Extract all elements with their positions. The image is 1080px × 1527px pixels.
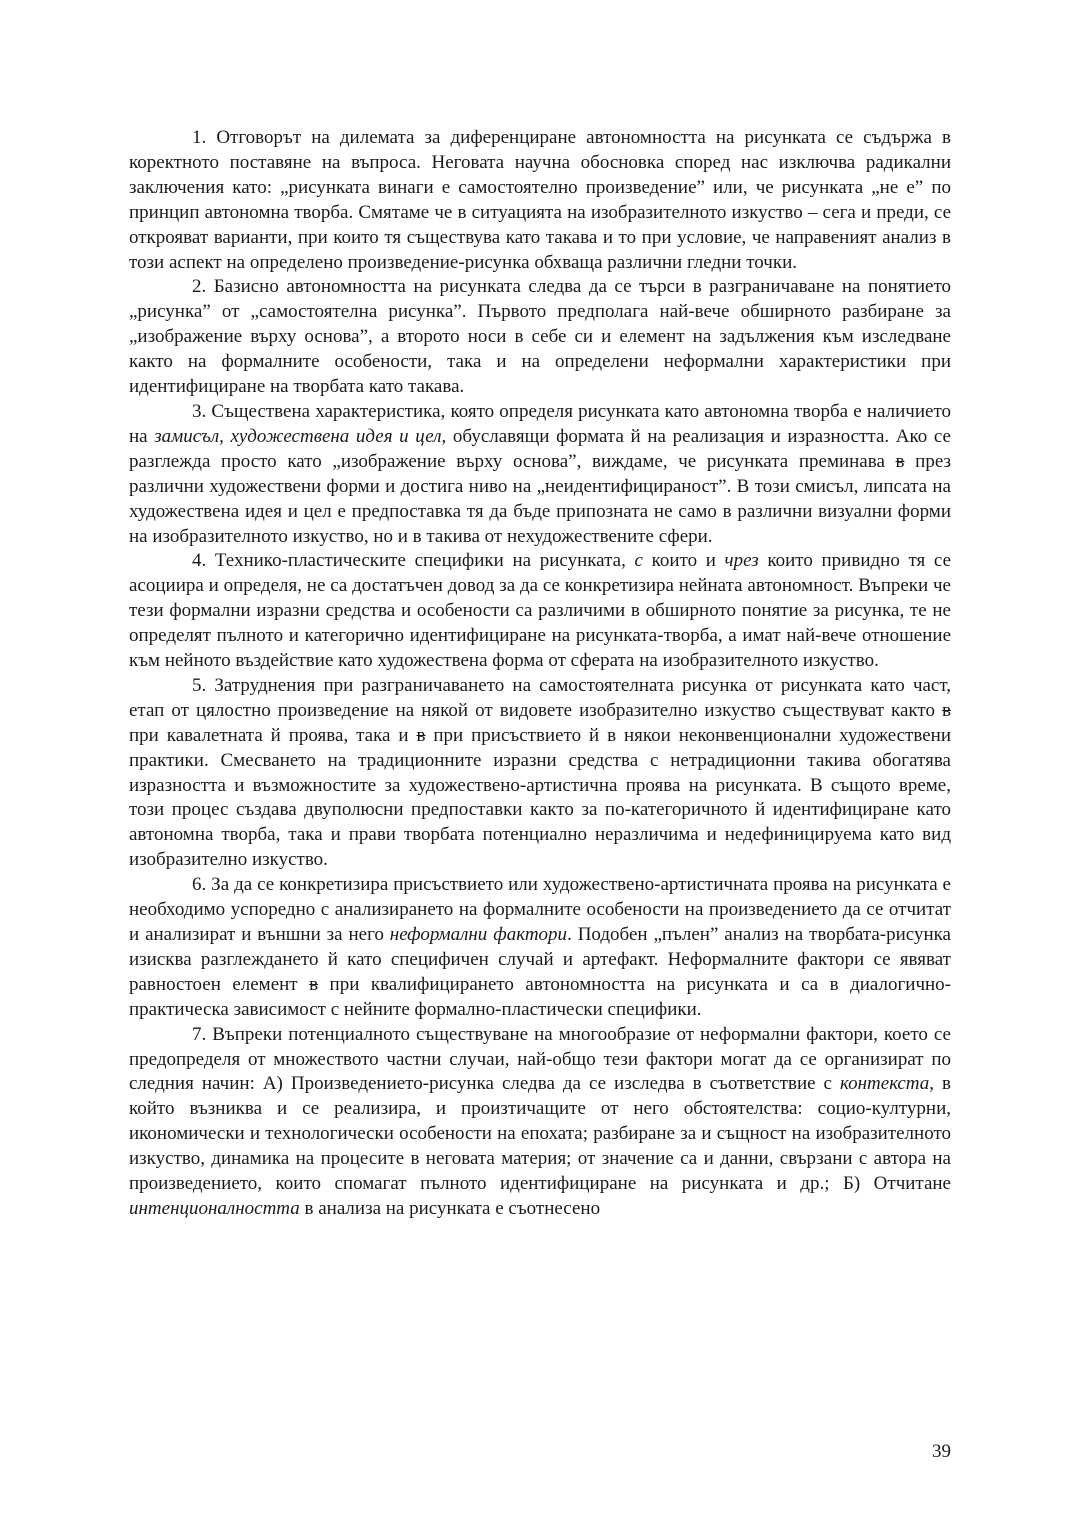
text-run: 6. За да се конкретизира присъствието или художествено-артистичната проява на рисунката е необходимо успоредно с анализирането на формалните особености на произведението да се отчитат и анализират и външни за него: [129, 874, 951, 945]
text-run: , в който възниква и се реализира, и произтичащите от него обстоятелства: социо-културни, икономически и технологически особености на епохата; разбиране за и същност на изобразителното изкуство, динамика на процесите в неговата материя; от значение са и данни, свързани с автора на произведението, които спомагат пълното идентифициране на рисунката и др.; Б) Отчитане: [129, 1073, 951, 1195]
paragraph: [129, 400, 951, 549]
text-run: които привидно тя се асоциира и определя, не са достатъчен довод за да се конкретизира нейната автономност. Въпреки че тези формални изразни средства и особености са различими в обширното понятие за рисунка, те не определят пълното и категорично идентифициране на рисунката-творба, а имат най-вече отношение към нейното въздействие като художествена форма от сферата на изобразителното изкуство.: [129, 550, 952, 672]
struck-text: в: [895, 450, 905, 472]
text-run: 1. Отговорът на дилемата за диференциране автономността на рисунката се съдържа в коректното поставяне на въпроса. Неговата научна обосновка според нас изключва радикални заключения като: „рисунката винаги е самостоятелно произведение” или, че рисунката „не е” по принцип автономна творба. Смятаме че в ситуацията на изобразителното изкуство – сега и преди, се открояват варианти, при които тя съществува като такава и то при условие, че направеният анализ в този аспект на определено произведение-рисунка обхваща различни гледни точки.: [129, 127, 951, 273]
text-run: 3. Съществена характеристика, която определя рисунката като автономна творба е наличието на: [129, 400, 951, 447]
text-run: през различни художествени форми и достига ниво на „неидентифицираност”. В този смисъл, липсата на художествена идея и цел е предпоставка тя да бъде припозната не само в различни визуални форми на изобразителното изкуство, но и в такива от нехудожествените сфери.: [129, 450, 951, 547]
struck-text: в: [942, 699, 951, 721]
page-number: 39: [932, 1441, 951, 1462]
italic-text: замисъл, художествена идея и цел: [154, 425, 442, 447]
paragraph: [129, 126, 951, 275]
struck-text: в: [309, 973, 319, 995]
italic-text: контекста: [839, 1073, 930, 1095]
italic-text: чрез: [724, 550, 759, 572]
text-run: 4. Технико-пластическите специфики на рисунката,: [192, 550, 635, 572]
text-run: при квалифицирането автономността на рисунката и са в диалогично-практическа зависимост с нейните формално-пластически специфики.: [129, 973, 951, 1020]
text-run: , обуславящи формата й на реализация и изразността. Ако се разглежда просто като „изображение върху основа”, виждаме, че рисунката преминава: [129, 425, 951, 472]
paragraph: [129, 1023, 951, 1222]
struck-text: в: [416, 724, 426, 746]
text-run: 2. Базисно автономността на рисунката следва да се търси в разграничаване на понятието „рисунка” от „самостоятелна рисунка”. Първото предполага най-вече обширното разбиране за „изображение върху основа”, а второто носи в себе си и елемент на задължения към изследване както на формалните особености, така и на определени неформални характеристики при идентифициране на творбата като такава.: [129, 276, 951, 398]
paragraph: [129, 674, 951, 873]
text-run: . Подобен „пълен” анализ на творбата-рисунка изисква разглеждането й като специфичен случай и артефакт. Неформалните фактори се явяват равностоен елемент: [129, 924, 951, 995]
italic-text: неформални фактори: [389, 924, 568, 945]
text-run: 5. Затруднения при разграничаването на самостоятелната рисунка от рисунката като част, етап от цялостно произведение на някой от видовете изобразително изкуство съществуват както: [129, 674, 951, 721]
text-run: 7. Въпреки потенциалното съществуване на многообразие от неформални фактори, което се предопределя от множеството частни случаи, най-общо тези фактори могат да се организират по следния начин: А) Произведението-рисунка следва да се изследва в съответствие с: [129, 1023, 951, 1095]
paragraph: [129, 873, 951, 1022]
italic-text: с: [634, 550, 643, 572]
text-run: при кавалетната й проява, така и: [129, 724, 417, 746]
text-run: в анализа на рисунката е съотнесено: [299, 1197, 601, 1219]
paragraph: [129, 549, 951, 674]
italic-text: интенционалността: [129, 1197, 300, 1219]
paragraph: [129, 275, 951, 400]
text-run: при присъствието й в някои неконвенционални художествени практики. Смесването на традиционните изразни средства с нетрадиционни такива обогатява изразността и възможностите за художествено-артистична проява на рисунката. В същото време, този процес създава двуполюсни предпоставки както за по-категоричното й идентифициране като автономна творба, така и прави творбата потенциално неразличима и недефиницируема като вид изобразително изкуство.: [129, 724, 951, 871]
text-run: които и: [642, 550, 725, 572]
body-text: [129, 126, 951, 1222]
